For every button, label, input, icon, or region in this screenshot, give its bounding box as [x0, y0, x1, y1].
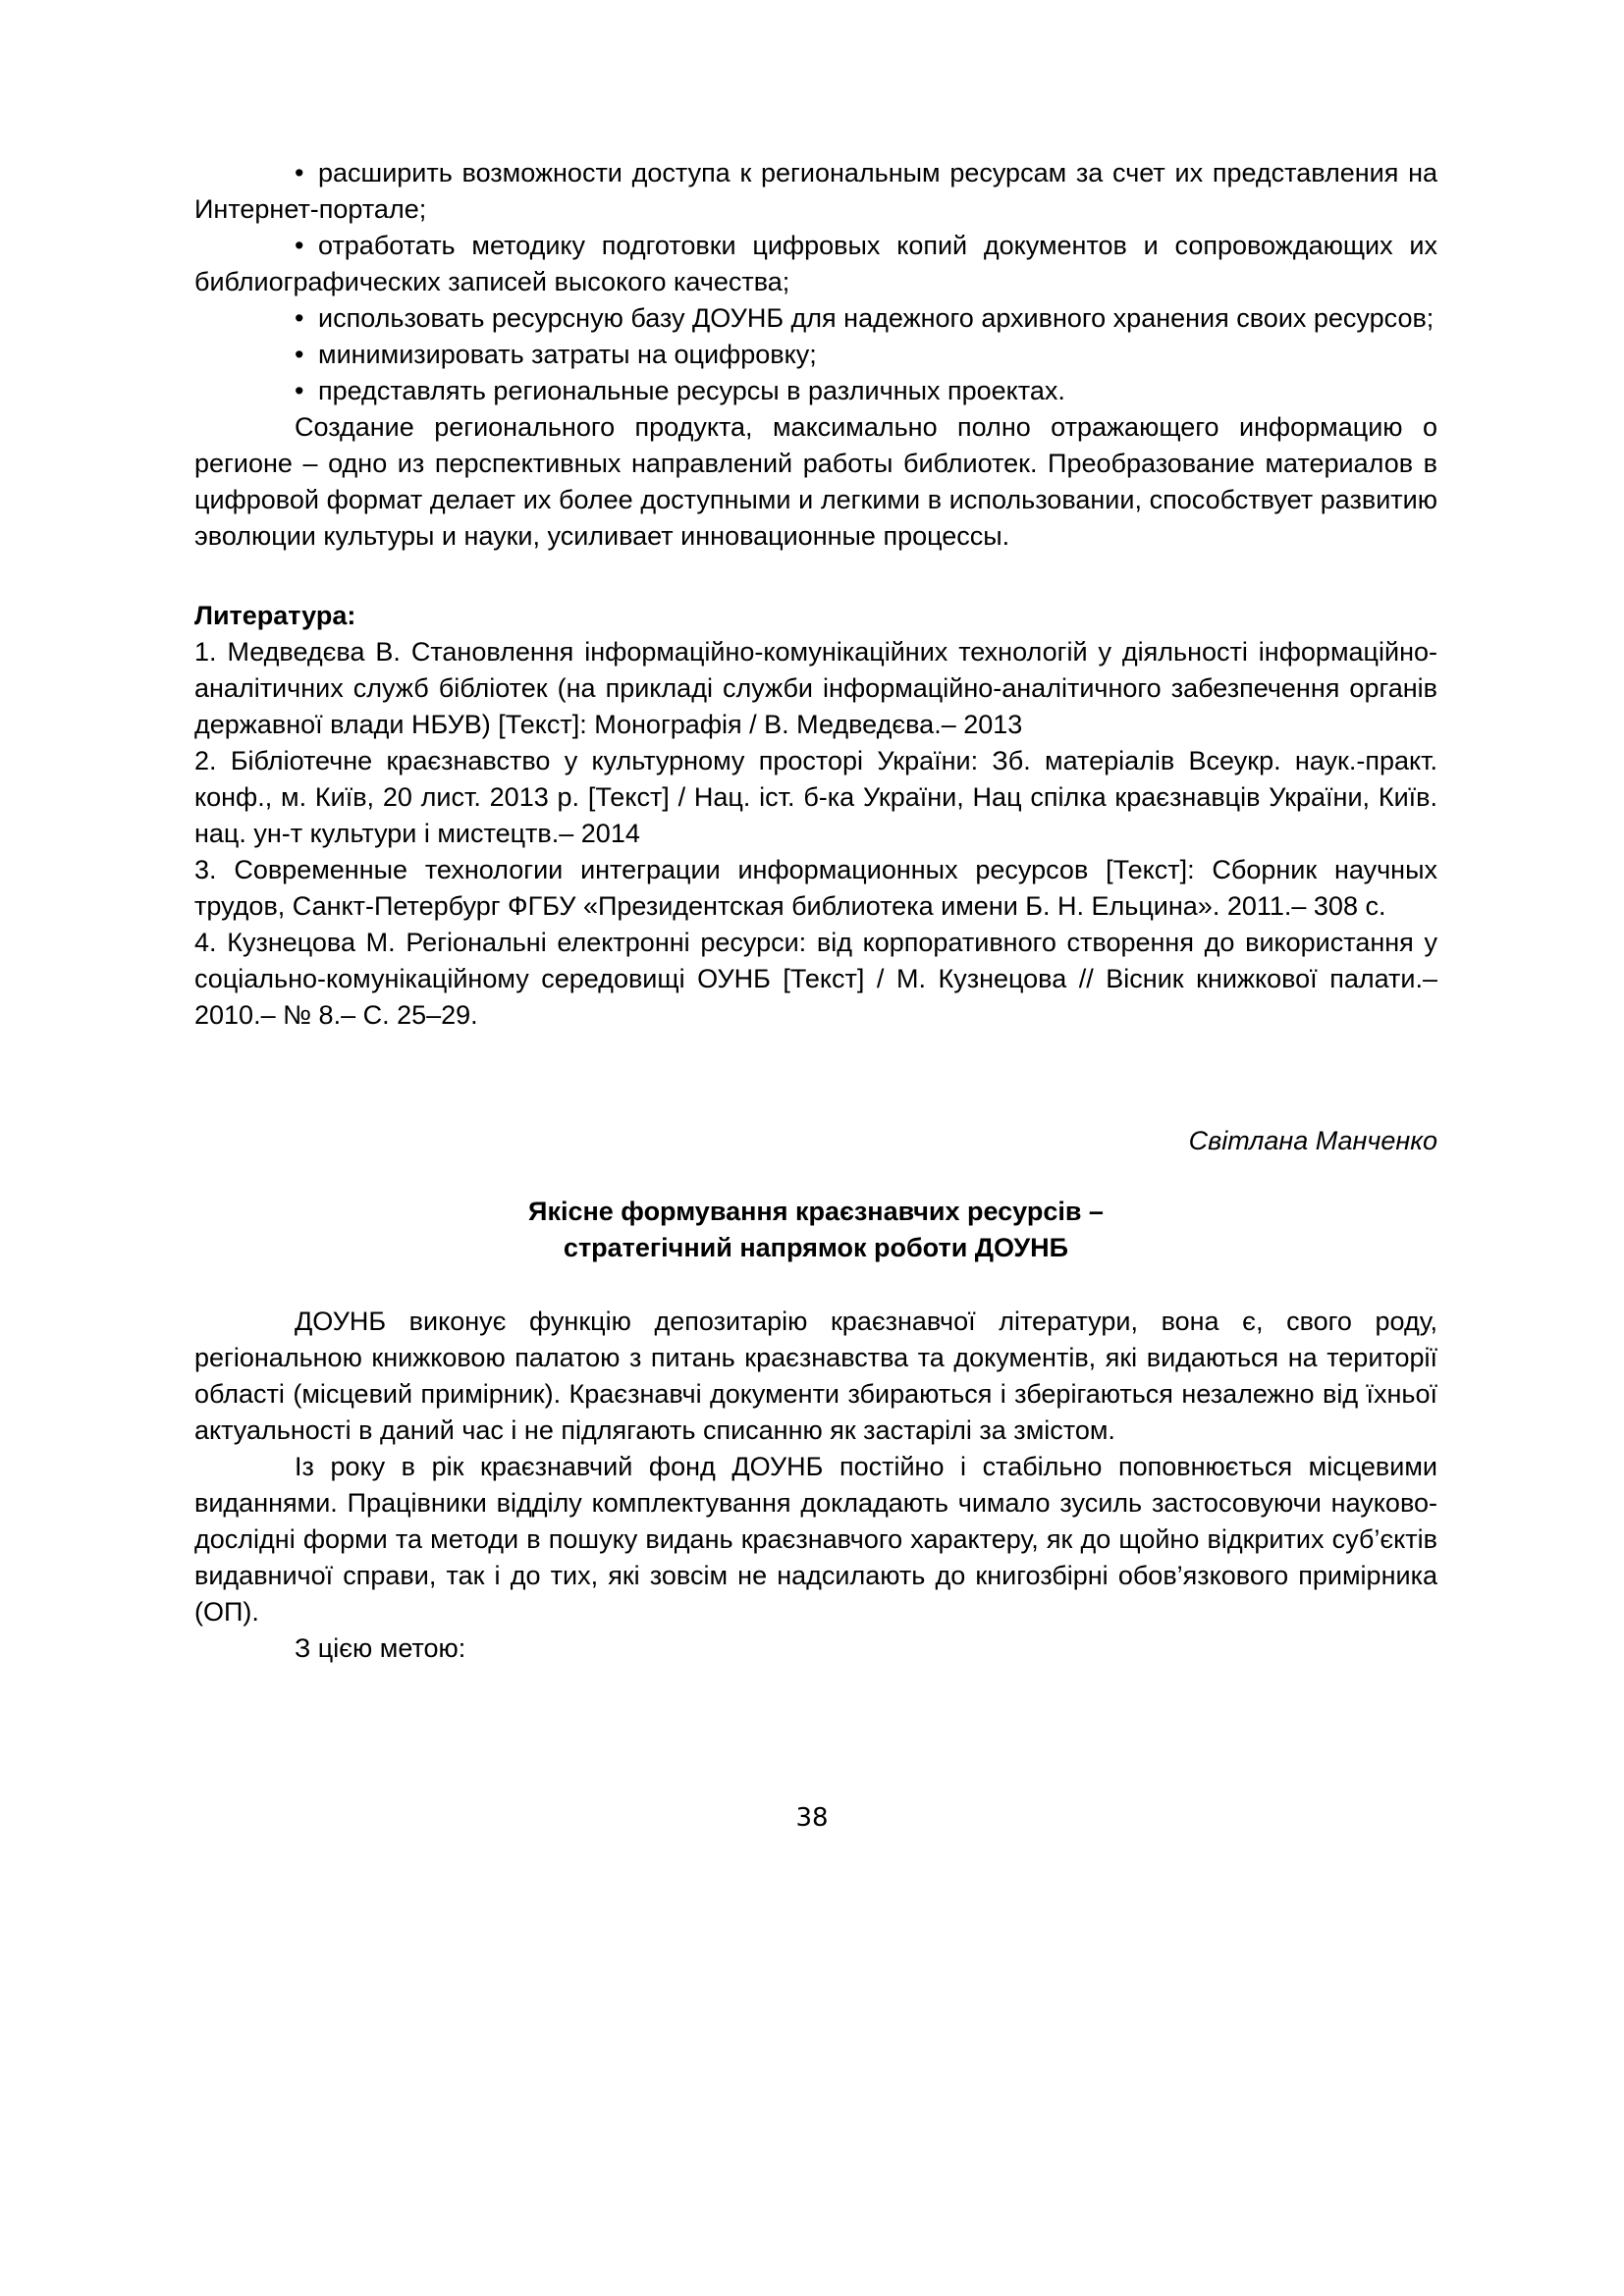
bullet-list — [194, 155, 1437, 409]
reference-item: 4. Кузнецова М. Регіональні електронні ресурси: від корпоративного створення до використання у соціально-комунікаційному середовищі ОУНБ [Текст] / М. Кузнецова // Вісник книжкової палати.– 2010.– № 8.– С. 25–29. — [194, 928, 1437, 1030]
bullet-text: минимизировать затраты на оцифровку; — [318, 340, 817, 369]
bullet-symbol: • — [295, 340, 304, 369]
conclusion-paragraph: Создание регионального продукта, максимально полно отражающего информацию о регионе – одно из перспективных направлений работы библиотек. Преобразование материалов в цифровой формат делает их более доступными и легкими в использовании, способствует развитию эволюции культуры и науки, усиливает инновационные процессы. — [194, 412, 1437, 551]
reference-item: 3. Современные технологии интеграции информационных ресурсов [Текст]: Сборник научных трудов, Санкт-Петербург ФГБУ «Президентская библиотека имени Б. Н. Ельцина». 2011.– 308 с. — [194, 855, 1437, 921]
body-paragraph: Із року в рік краєзнавчий фонд ДОУНБ постійно і стабільно поповнюється місцевими виданнями. Працівники відділу комплектування докладають чимало зусиль застосовуючи науково-дослідні форми та методи в пошуку видань краєзнавчого характеру, як до щойно відкритих суб’єктів видавничої справи, так і до тих, які зовсім не надсилають до книгозбірні обов’язкового примірника (ОП). — [194, 1452, 1437, 1627]
bullet-symbol: • — [295, 158, 304, 187]
bullet-symbol: • — [295, 231, 304, 260]
bullet-item — [194, 228, 1437, 300]
article-title-line: стратегічний напрямок роботи ДОУНБ — [563, 1233, 1069, 1262]
reference-item: 1. Медведєва В. Становлення інформаційно-комунікаційних технологій у діяльності інформаційно-аналітичних служб бібліотек (на прикладі служби інформаційно-аналітичного забезпечення органів державної влади НБУВ) [Текст]: Монографія / В. Медведєва.– 2013 — [194, 637, 1437, 739]
bullet-symbol: • — [295, 303, 304, 333]
article-title — [194, 1194, 1437, 1266]
article-title-line: Якісне формування краєзнавчих ресурсів – — [528, 1197, 1104, 1226]
bullet-item — [194, 337, 1437, 373]
bullet-text: представлять региональные ресурсы в различных проектах. — [318, 376, 1065, 405]
article-author: Світлана Манченко — [1188, 1126, 1437, 1155]
bullet-item — [194, 300, 1437, 337]
bullet-item — [194, 155, 1437, 228]
body-paragraph: ДОУНБ виконує функцію депозитарію краєзнавчої літератури, вона є, свого роду, регіональною книжковою палатою з питань краєзнавства та документів, які видаються на території області (місцевий примірник). Краєзнавчі документи збираються і зберігаються незалежно від їхньої актуальності в даний час і не підлягають списанню як застарілі за змістом. — [194, 1307, 1437, 1445]
literature-heading: Литература: — [194, 601, 356, 630]
bullet-text: расширить возможности доступа к региональным ресурсам за счет их представления на Интернет-портале; — [194, 158, 1437, 224]
page-number: 38 — [795, 1803, 829, 1833]
article-body — [194, 1304, 1437, 1667]
reference-item: 2. Бібліотечне краєзнавство у культурному просторі України: Зб. матеріалів Всеукр. наук.-практ. конф., м. Київ, 20 лист. 2013 р. [Текст] / Нац. іст. б-ка України, Нац спілка краєзнавців України, Київ. нац. ун-т культури і мистецтв.– 2014 — [194, 746, 1437, 848]
bullet-symbol: • — [295, 376, 304, 405]
bullet-item — [194, 373, 1437, 409]
reference-list — [194, 634, 1437, 1034]
page-content — [194, 155, 1437, 1667]
bullet-text: использовать ресурсную базу ДОУНБ для надежного архивного хранения своих ресурсов; — [318, 303, 1435, 333]
bullet-text: отработать методику подготовки цифровых копий документов и сопровождающих их библиографических записей высокого качества; — [194, 231, 1437, 296]
body-paragraph: З цією метою: — [295, 1633, 466, 1663]
